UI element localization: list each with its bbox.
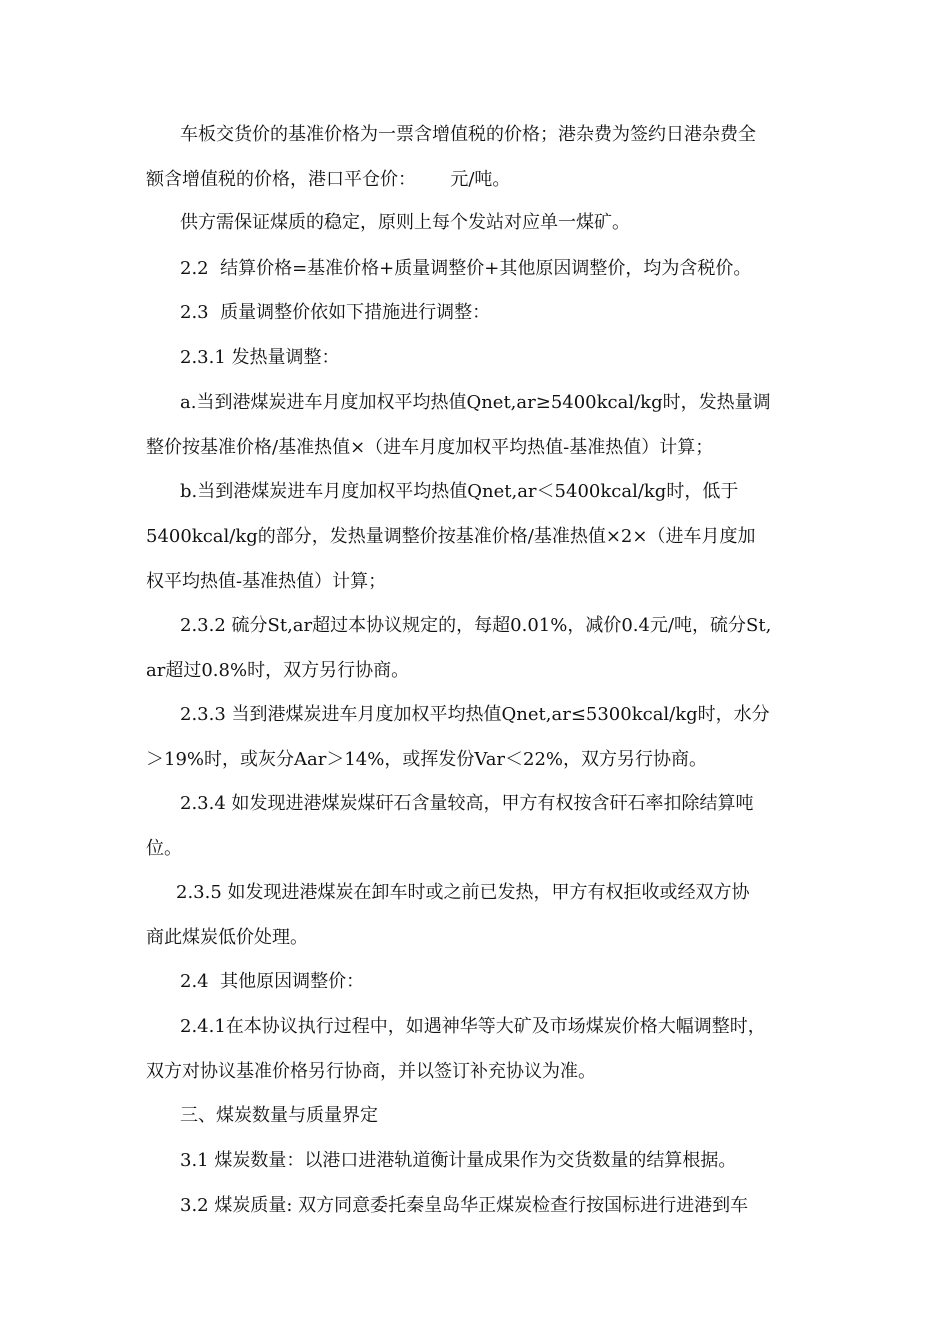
text-line: 2.3.5 如发现进港煤炭在卸车时或之前已发热，甲方有权拒收或经双方协 — [176, 882, 750, 903]
text-line: 双方对协议基准价格另行协商，并以签订补充协议为准。 — [146, 1061, 596, 1082]
text-line: 2.4.1在本协议执行过程中，如遇神华等大矿及市场煤炭价格大幅调整时， — [180, 1016, 766, 1037]
text-line: 3.1 煤炭数量：以港口进港轨道衡计量成果作为交货数量的结算根据。 — [180, 1150, 737, 1171]
paragraph-clause-2-3-4 — [146, 781, 810, 871]
text-line: 三、煤炭数量与质量界定 — [180, 1105, 378, 1126]
paragraph-clause-2-2 — [146, 246, 810, 291]
paragraph-clause-2-3-2 — [146, 603, 810, 693]
text-line: 2.4 其他原因调整价： — [180, 971, 365, 992]
text-line: b.当到港煤炭进车月度加权平均热值Qnet,ar＜5400kcal/kg时，低于 — [180, 481, 739, 502]
paragraph-clause-3-1 — [146, 1138, 810, 1183]
text-line: 2.3.3 当到港煤炭进车月度加权平均热值Qnet,ar≤5300kcal/kg时，水分 — [180, 704, 770, 725]
text-line: ＞19%时，或灰分Aar＞14%，或挥发份Var＜22%，双方另行协商。 — [146, 749, 708, 770]
text-line: 整价按基准价格/基准热值×（进车月度加权平均热值-基准热值）计算； — [146, 437, 714, 458]
paragraph-clause-3-2 — [146, 1183, 810, 1228]
text-line: ar超过0.8%时，双方另行协商。 — [146, 660, 410, 681]
text-line: 供方需保证煤质的稳定，原则上每个发站对应单一煤矿。 — [180, 212, 630, 233]
paragraph-clause-2-4-1 — [146, 1004, 810, 1094]
section-heading-3 — [146, 1093, 810, 1138]
text-line: 位。 — [146, 838, 182, 859]
text-line: 2.3.4 如发现进港煤炭煤矸石含量较高，甲方有权按含矸石率扣除结算吨 — [180, 793, 754, 814]
text-line: 权平均热值-基准热值）计算； — [146, 571, 387, 592]
text-line: 2.3.1 发热量调整： — [180, 347, 340, 368]
paragraph-base-price — [146, 112, 810, 202]
text-line: 商此煤炭低价处理。 — [146, 927, 308, 948]
text-line: 2.3.2 硫分St,ar超过本协议规定的，每超0.01%，减价0.4元/吨，硫分St, — [180, 615, 772, 636]
text-line: 2.3 质量调整价依如下措施进行调整： — [180, 302, 491, 323]
paragraph-clause-2-3-5 — [146, 870, 810, 960]
text-line: 额含增值税的价格，港口平仓价： 元/吨。 — [146, 169, 511, 190]
text-line: 3.2 煤炭质量: 双方同意委托秦皇岛华正煤炭检查行按国标进行进港到车 — [180, 1195, 749, 1216]
text-line: 2.2 结算价格=基准价格+质量调整价+其他原因调整价，均为含税价。 — [180, 258, 752, 279]
paragraph-clause-2-4 — [146, 959, 810, 1004]
text-line: 5400kcal/kg的部分，发热量调整价按基准价格/基准热值×2×（进车月度加 — [146, 526, 756, 547]
paragraph-clause-2-3-1 — [146, 335, 810, 380]
paragraph-clause-2-3-1-a — [146, 380, 810, 470]
paragraph-clause-2-3-3 — [146, 692, 810, 782]
paragraph-coal-quality-stability — [146, 200, 810, 245]
text-line: 车板交货价的基准价格为一票含增值税的价格；港杂费为签约日港杂费全 — [180, 124, 756, 145]
paragraph-clause-2-3-1-b — [146, 469, 810, 604]
paragraph-clause-2-3 — [146, 290, 810, 335]
text-line: a.当到港煤炭进车月度加权平均热值Qnet,ar≥5400kcal/kg时，发热量调 — [180, 392, 771, 413]
